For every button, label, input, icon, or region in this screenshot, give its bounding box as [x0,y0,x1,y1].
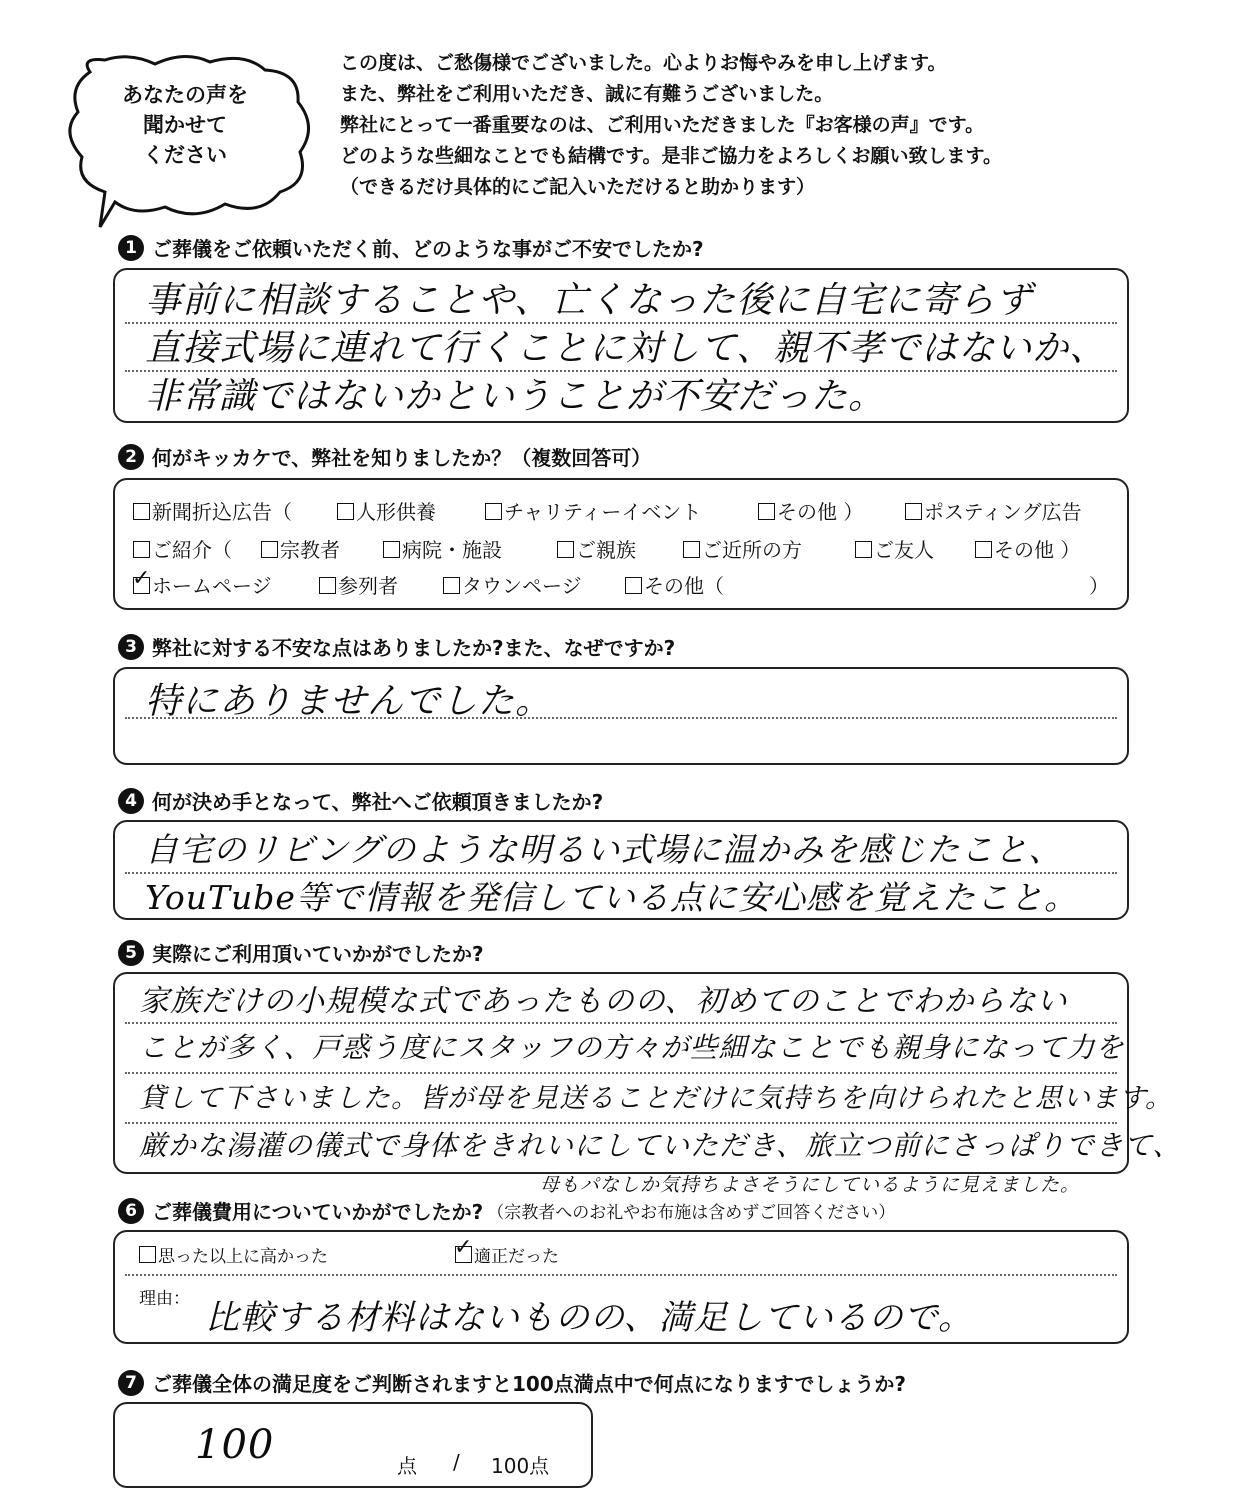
bubble-line: あなたの声を [122,83,248,107]
paren-close: ） [1089,574,1109,598]
dotted-line [125,1022,1117,1024]
handwritten-line: 貸して下さいました。皆が母を見送ることだけに気持ちを向けられたと思います。 [139,1083,1173,1114]
option-charity-event[interactable]: チャリティーイベント [485,496,701,525]
checkbox[interactable] [758,503,775,520]
checkbox[interactable] [625,577,642,594]
option-relatives[interactable]: ご親族 [557,534,636,563]
handwritten-line: 直接式場に連れて行くことに対して、親不孝ではないか、 [145,328,1107,369]
option-homepage[interactable]: ✓ホームページ [133,570,272,599]
question-text: ご葬儀をご依頼いただく前、どのような事がご不安でしたか? [152,237,704,261]
question-number: 1 [118,235,144,261]
question-6 [118,1196,895,1225]
checkbox[interactable] [319,577,336,594]
question-1 [118,233,704,262]
checkbox[interactable] [383,541,400,558]
answer-box-4[interactable] [113,820,1129,920]
checkbox[interactable] [133,541,150,558]
handwritten-line: 自宅のリビングのような明るい式場に温かみを感じたこと、 [145,830,1063,869]
score-box[interactable] [113,1402,593,1488]
checkbox[interactable] [261,541,278,558]
question-number: 3 [118,634,144,660]
checkbox[interactable] [133,503,150,520]
score-max: 100点 [491,1454,550,1478]
answer-box-5[interactable] [113,972,1182,1174]
option-introduction[interactable]: ご紹介（ [133,534,232,563]
reason-handwritten[interactable]: 比較する材料はないものの、満足しているので。 [205,1298,973,1338]
handwritten-line: 特にありませんでした。 [145,681,553,722]
question-number: 6 [118,1198,144,1224]
handwritten-overflow-line: 母もパなしか気持ちよさそうにしているように見えました。 [540,1174,1081,1196]
checkbox[interactable] [443,577,460,594]
score-unit: 点 [397,1454,417,1478]
intro-text [340,48,1002,203]
handwritten-line: 非常識ではないかということが不安だった。 [145,376,886,417]
checkbox[interactable] [139,1246,156,1263]
option-other-1[interactable]: その他 ） [758,496,863,525]
bubble-line: 聞かせて [143,113,227,137]
score-handwritten: 100 [195,1422,275,1468]
option-hospital[interactable]: 病院・施設 [383,534,502,563]
question-2 [118,442,651,471]
answer-box-1[interactable] [113,268,1129,423]
dotted-line [125,1274,1117,1276]
question-text: 実際にご利用頂いていかがでしたか? [152,942,484,966]
intro-line: 弊社にとって一番重要なのは、ご利用いただきました『お客様の声』です。 [340,114,985,136]
cost-box [113,1230,1129,1344]
handwritten-line: ことが多く、戸惑う度にスタッフの方々が些細なことでも親身になって力を [139,1031,1125,1064]
option-friends[interactable]: ご友人 [855,534,934,563]
option-posting-ad[interactable]: ポスティング広告 [905,496,1082,525]
score-slash: / [453,1450,460,1474]
checkbox[interactable] [975,541,992,558]
handwritten-line: YouTube等で情報を発信している点に安心感を覚えたこと。 [145,878,1078,917]
question-5 [118,938,484,967]
option-other-3[interactable]: その他（ [625,570,724,599]
checkbox[interactable] [905,503,922,520]
speech-bubble [60,52,320,230]
option-other-2[interactable]: その他 ） [975,534,1080,563]
option-appropriate[interactable]: ✓ 適正だった [455,1242,559,1267]
question-text: 何が決め手となって、弊社へご依頼頂きましたか? [152,790,604,814]
option-religious[interactable]: 宗教者 [261,534,340,563]
handwritten-line: 家族だけの小規模な式であったものの、初めてのことでわからない [139,984,1068,1019]
intro-line: どのような些細なことでも結構です。是非ご協力をよろしくお願い致します。 [340,145,1002,167]
checkbox-checked[interactable] [133,577,150,594]
intro-line: この度は、ご愁傷様でございました。心よりお悔やみを申し上げます。 [340,52,947,74]
option-attendee[interactable]: 参列者 [319,570,398,599]
question-number: 5 [118,940,144,966]
intro-line: （できるだけ具体的にご記入いただけると助かります） [340,176,816,198]
option-doll-memorial[interactable]: 人形供養 [337,496,436,525]
source-options-box [113,478,1129,610]
bubble-line: ください [143,143,227,167]
bubble-text [60,80,310,170]
checkbox[interactable] [337,503,354,520]
intro-line: また、弊社をご利用いただき、誠に有難うございました。 [340,83,834,105]
answer-box-3[interactable] [113,667,1129,765]
checkbox[interactable] [557,541,574,558]
checkbox[interactable] [485,503,502,520]
reason-label: 理由： [139,1289,190,1309]
checkbox[interactable] [683,541,700,558]
handwritten-line: 厳かな湯灌の儀式で身体をきれいにしていただき、旅立つ前にさっぱりできて、 [139,1129,1182,1162]
option-newspaper[interactable]: 新聞折込広告（ [133,496,292,525]
checkbox[interactable] [855,541,872,558]
option-too-expensive[interactable]: 思った以上に高かった [139,1242,328,1267]
question-text: 弊社に対する不安な点はありましたか?また、なぜですか? [152,636,676,660]
checkbox-checked[interactable] [455,1246,472,1263]
option-neighbors[interactable]: ご近所の方 [683,534,802,563]
option-townpage[interactable]: タウンページ [443,570,582,599]
question-7 [118,1368,906,1397]
question-number: 2 [118,444,144,470]
question-3 [118,632,675,661]
question-text: ご葬儀費用についていかがでしたか? [152,1200,484,1224]
question-text: ご葬儀全体の満足度をご判断されますと100点満点中で何点になりますでしょうか? [152,1372,906,1396]
question-text: 何がキッカケで、弊社を知りましたか？（複数回答可） [152,446,652,470]
question-number: 4 [118,788,144,814]
handwritten-line: 事前に相談することや、亡くなった後に自宅に寄らず [145,280,1033,321]
question-note: （宗教者へのお礼やお布施は含めずご回答ください） [487,1203,896,1223]
dotted-line [125,1072,1117,1074]
question-4 [118,786,603,815]
question-number: 7 [118,1370,144,1396]
